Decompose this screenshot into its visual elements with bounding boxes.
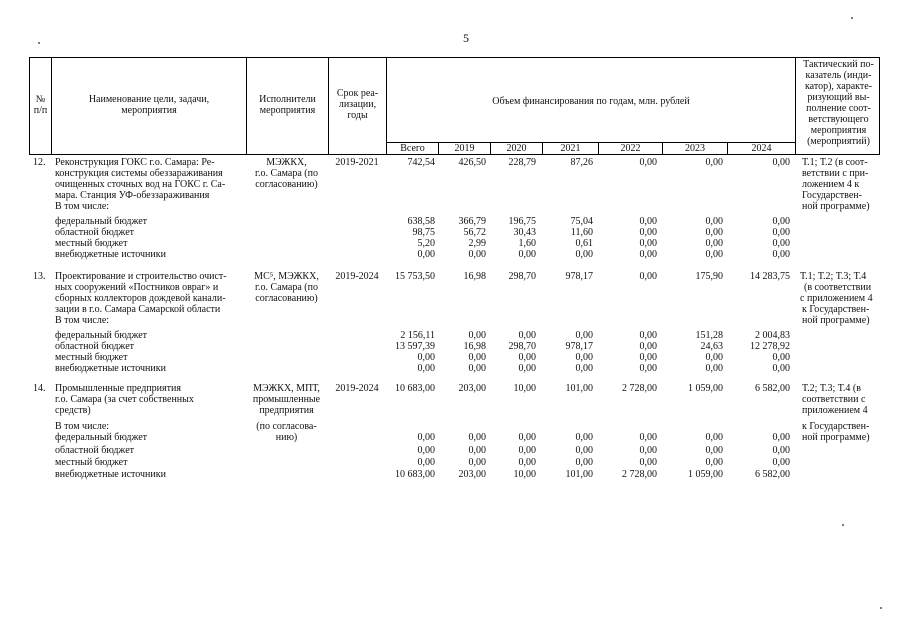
funding-value: 0,00 [518, 330, 536, 341]
row-number: 13. [33, 271, 46, 282]
funding-value: 30,43 [513, 227, 536, 238]
funding-value: 0,00 [705, 238, 723, 249]
header-year-2020: 2020 [506, 143, 527, 154]
funding-value: 0,00 [639, 363, 657, 374]
header-num: № п/п [33, 94, 48, 116]
funding-value: 0,00 [575, 330, 593, 341]
scan-speck [38, 42, 40, 44]
header-year-2019: 2019 [454, 143, 475, 154]
funding-value: 0,00 [468, 432, 486, 443]
funding-value: 87,26 [570, 157, 593, 168]
sub-label: внебюджетные источники [55, 249, 166, 260]
scan-speck [880, 607, 882, 609]
funding-value: 14 283,75 [750, 271, 790, 282]
funding-value: 298,70 [508, 271, 536, 282]
funding-value: 0,00 [639, 249, 657, 260]
funding-value: 1 059,00 [688, 383, 723, 394]
funding-value: 203,00 [458, 383, 486, 394]
funding-value: 0,00 [518, 445, 536, 456]
funding-value: 151,28 [695, 330, 723, 341]
row-indicator: ной программе) [802, 432, 870, 443]
funding-value: 11,60 [570, 227, 593, 238]
row-executor: МЭЖКХ, МПТ, [253, 383, 320, 394]
row-indicator: Т.1; Т.2 (в соот- [802, 157, 868, 168]
funding-value: 0,00 [468, 445, 486, 456]
funding-value: 0,00 [417, 445, 435, 456]
funding-value: 0,00 [705, 363, 723, 374]
row-title: средств) [55, 405, 91, 416]
row-term: 2019-2024 [335, 271, 379, 282]
funding-value: 0,00 [417, 457, 435, 468]
funding-value: 2 004,83 [755, 330, 790, 341]
row-number: 14. [33, 383, 46, 394]
funding-value: 0,00 [518, 352, 536, 363]
funding-value: 203,00 [458, 469, 486, 480]
funding-value: 2 156,11 [400, 330, 435, 341]
funding-value: 978,17 [565, 341, 593, 352]
table-header [29, 57, 880, 155]
funding-value: 742,54 [407, 157, 435, 168]
funding-value: 0,61 [575, 238, 593, 249]
funding-value: 0,00 [639, 445, 657, 456]
funding-value: 15 753,50 [395, 271, 435, 282]
funding-value: 0,00 [417, 432, 435, 443]
row-executor: г.о. Самара (по [255, 282, 318, 293]
funding-value: 0,00 [639, 432, 657, 443]
funding-value: 6 582,00 [755, 383, 790, 394]
row-title: Промышленные предприятия [55, 383, 181, 394]
sub-label: областной бюджет [55, 445, 135, 456]
funding-value: 0,00 [575, 352, 593, 363]
sub-label: местный бюджет [55, 352, 128, 363]
funding-value: 10 683,00 [395, 383, 435, 394]
funding-value: 228,79 [508, 157, 536, 168]
funding-value: 0,00 [417, 352, 435, 363]
row-indicator: Т.2; Т.3; Т.4 (в [802, 383, 861, 394]
row-executor: г.о. Самара (по [255, 168, 318, 179]
sub-label: местный бюджет [55, 457, 128, 468]
sub-label: областной бюджет [55, 227, 135, 238]
funding-value: 0,00 [772, 457, 790, 468]
row-indicator: к Государствен- [802, 421, 870, 432]
sub-label: областной бюджет [55, 341, 135, 352]
funding-value: 0,00 [772, 227, 790, 238]
header-year-2021: 2021 [560, 143, 581, 154]
header-year-2024: 2024 [751, 143, 772, 154]
funding-value: 0,00 [705, 157, 723, 168]
funding-value: 16,98 [463, 341, 486, 352]
header-term: Срок реа- лизации, годы [336, 88, 379, 121]
sub-label: внебюджетные источники [55, 469, 166, 480]
funding-value: 0,00 [518, 457, 536, 468]
sub-label: местный бюджет [55, 238, 128, 249]
row-term: 2019-2024 [335, 383, 379, 394]
row-executor: МС⁵, МЭЖКХ, [254, 271, 319, 282]
row-title: очищенных сточных вод на ГОКС г. Са- [55, 179, 226, 190]
funding-value: 0,00 [639, 216, 657, 227]
row-executor: предприятия [259, 405, 314, 416]
funding-value: 10,00 [513, 383, 536, 394]
row-title: конструкция системы обеззараживания [55, 168, 223, 179]
funding-value: 24,63 [700, 341, 723, 352]
funding-value: 638,58 [407, 216, 435, 227]
funding-value: 0,00 [705, 352, 723, 363]
row-executor: согласованию) [255, 179, 318, 190]
funding-value: 0,00 [518, 363, 536, 374]
funding-value: 0,00 [705, 445, 723, 456]
funding-value: 0,00 [639, 238, 657, 249]
funding-value: 0,00 [705, 216, 723, 227]
funding-value: 0,00 [772, 249, 790, 260]
funding-value: 0,00 [639, 157, 657, 168]
funding-value: 10 683,00 [395, 469, 435, 480]
header-funding: Объем финансирования по годам, млн. рублей [492, 96, 690, 107]
row-indicator: ной программе) [802, 201, 870, 212]
row-indicator: Государствен- [802, 190, 862, 201]
funding-value: 0,00 [575, 445, 593, 456]
funding-value: 196,75 [508, 216, 536, 227]
funding-value: 0,00 [468, 249, 486, 260]
funding-value: 0,00 [772, 157, 790, 168]
funding-value: 0,00 [575, 457, 593, 468]
funding-value: 0,00 [468, 457, 486, 468]
row-executor: нию) [275, 432, 298, 443]
sub-label: федеральный бюджет [55, 432, 148, 443]
row-indicator: ной программе) [802, 315, 870, 326]
row-indicator: ложением 4 к [802, 179, 860, 190]
funding-value: 0,00 [575, 249, 593, 260]
scan-speck [842, 524, 844, 526]
row-title: В том числе: [55, 201, 110, 212]
funding-value: 101,00 [565, 383, 593, 394]
funding-value: 2 728,00 [622, 383, 657, 394]
row-indicator: ветствии с при- [802, 168, 869, 179]
scan-speck [851, 17, 853, 19]
funding-value: 0,00 [417, 249, 435, 260]
header-year-2023: 2023 [685, 143, 705, 154]
funding-value: 0,00 [772, 445, 790, 456]
funding-value: 0,00 [705, 432, 723, 443]
funding-value: 175,90 [695, 271, 723, 282]
funding-value: 0,00 [639, 457, 657, 468]
funding-value: 10,00 [513, 469, 536, 480]
funding-value: 0,00 [639, 271, 657, 282]
funding-value: 98,75 [412, 227, 435, 238]
funding-value: 978,17 [565, 271, 593, 282]
row-title: Проектирование и строительство очист- [55, 271, 227, 282]
funding-value: 1 059,00 [688, 469, 723, 480]
sub-label: внебюджетные источники [55, 363, 166, 374]
funding-value: 0,00 [468, 363, 486, 374]
funding-value: 5,20 [417, 238, 435, 249]
page-number: 5 [463, 31, 469, 45]
funding-value: 0,00 [468, 330, 486, 341]
funding-value: 6 582,00 [755, 469, 790, 480]
funding-value: 0,00 [518, 432, 536, 443]
header-year-2022: 2022 [620, 143, 641, 154]
funding-value: 0,00 [772, 238, 790, 249]
funding-value: 101,00 [565, 469, 593, 480]
row-title: Реконструкция ГОКС г.о. Самара: Ре- [55, 157, 215, 168]
funding-value: 0,00 [705, 457, 723, 468]
row-indicator: соответствии с [802, 394, 866, 405]
row-indicator: с приложением 4 [800, 293, 873, 304]
funding-value: 0,00 [468, 352, 486, 363]
funding-value: 0,00 [772, 352, 790, 363]
header-name: Наименование цели, задачи, мероприятия [88, 94, 210, 116]
funding-value: 0,00 [639, 341, 657, 352]
row-executor: согласованию) [255, 293, 318, 304]
funding-value: 12 278,92 [750, 341, 790, 352]
funding-value: 0,00 [575, 363, 593, 374]
funding-value: 2 728,00 [622, 469, 657, 480]
row-executor: МЭЖКХ, [266, 157, 307, 168]
row-term: 2019-2021 [335, 157, 379, 168]
row-indicator: приложением 4 [802, 405, 868, 416]
funding-value: 13 597,39 [395, 341, 435, 352]
funding-value: 0,00 [575, 432, 593, 443]
funding-value: 16,98 [463, 271, 486, 282]
funding-value: 0,00 [772, 216, 790, 227]
row-title: г.о. Самара (за счет собственных [55, 394, 194, 405]
row-title: сборных коллекторов дождевой канали- [55, 293, 226, 304]
header-year-total: Всего [400, 143, 425, 154]
row-executor: (по согласова- [256, 421, 317, 432]
funding-value: 1,60 [518, 238, 536, 249]
funding-value: 366,79 [458, 216, 486, 227]
row-title: В том числе: [55, 421, 110, 432]
funding-value: 56,72 [463, 227, 486, 238]
funding-value: 426,50 [458, 157, 486, 168]
row-indicator: к Государствен- [802, 304, 870, 315]
sub-label: федеральный бюджет [55, 330, 148, 341]
header-indicator: Тактический по- казатель (инди- катор), характе- ризующий вы- полнение соот- ветствующего мероприятия (мероприятий) [803, 59, 874, 147]
funding-value: 0,00 [772, 363, 790, 374]
funding-value: 0,00 [772, 432, 790, 443]
funding-value: 2,99 [468, 238, 486, 249]
row-title: мара. Станция УФ-обеззараживания [55, 190, 210, 201]
funding-value: 0,00 [518, 249, 536, 260]
funding-value: 298,70 [508, 341, 536, 352]
funding-value: 0,00 [639, 227, 657, 238]
row-number: 12. [33, 157, 46, 168]
funding-value: 0,00 [417, 363, 435, 374]
funding-value: 0,00 [705, 227, 723, 238]
funding-value: 0,00 [639, 352, 657, 363]
row-indicator: Т.1; Т.2; Т.3; Т.4 [800, 271, 867, 282]
row-title: В том числе: [55, 315, 110, 326]
funding-value: 0,00 [639, 330, 657, 341]
row-title: зации в г.о. Самара Самарской области [55, 304, 221, 315]
header-executors: Исполнители мероприятия [259, 94, 316, 116]
sub-label: федеральный бюджет [55, 216, 148, 227]
row-executor: промышленные [252, 394, 321, 405]
funding-value: 75,04 [570, 216, 593, 227]
row-indicator: (в соответствии [804, 282, 872, 293]
row-title: ных сооружений «Постников овраг» и [55, 282, 219, 293]
funding-value: 0,00 [705, 249, 723, 260]
